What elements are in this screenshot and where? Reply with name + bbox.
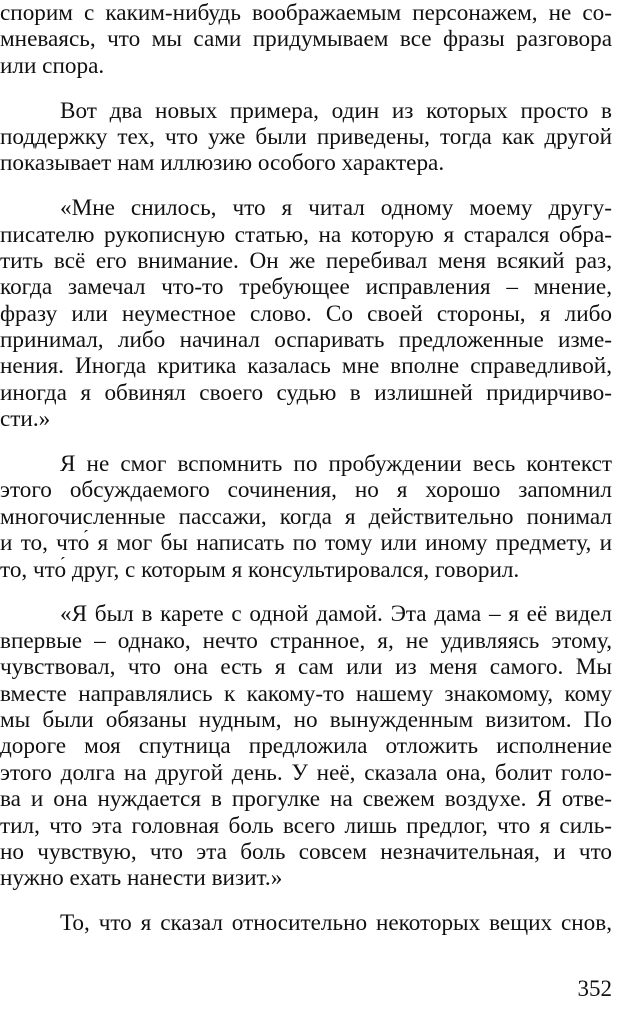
text-line: вместе направлялись к какому-то нашему знакомому, кому — [0, 680, 612, 707]
text-line: писателю рукописную статью, на которую я старался обра- — [0, 221, 612, 248]
text-line: ва и она нуждается в прогулке на свежем воздухе. Я отве- — [0, 786, 612, 813]
text-line: или спора. — [0, 52, 105, 79]
text-line: многочисленные пассажи, когда я действительно понимал — [0, 503, 612, 530]
text-line: Я не смог вспомнить по пробуждении весь контекст — [60, 451, 612, 478]
text-line: мневаясь, что мы сами придумываем все фразы разговора — [0, 26, 612, 53]
text-line: мы были обязаны нудным, но вынужденным визитом. По — [0, 706, 612, 733]
text-line: впервые – однако, нечто странное, я, не удивляясь этому, — [0, 627, 612, 654]
text-line: то, что́ друг, с которым я консультировался, говорил. — [0, 556, 520, 583]
text-line: принимал, либо начинал оспаривать предложенные изме- — [0, 327, 612, 354]
text-line: спорим с каким-нибудь воображаемым персонажем, не со- — [0, 0, 612, 26]
text-line: этого обсуждаемого сочинения, но я хорошо запомнил — [0, 477, 612, 504]
text-line: нения. Иногда критика казалась мне вполне справедливой, — [0, 353, 612, 380]
text-line: поддержку тех, что уже были приведены, тогда как другой — [0, 123, 612, 150]
paragraph — [0, 451, 612, 583]
text-line: этого долга на другой день. У неё, сказала она, болит голо- — [0, 759, 612, 786]
text-line: «Я был в карете с одной дамой. Эта дама – я её видел — [60, 601, 612, 628]
text-line: показывает нам иллюзию особого характера. — [0, 150, 445, 177]
paragraph-quote — [0, 195, 612, 433]
text-line: нужно ехать нанести визит.» — [0, 865, 283, 892]
text-line: и то, что́ я мог бы написать по тому или иному предмету, и — [0, 530, 612, 557]
text-line: тить всё его внимание. Он же перебивал меня всякий раз, — [0, 247, 612, 274]
text-line: но чувствую, что эта боль совсем незначительная, и что — [0, 838, 612, 865]
paragraph — [0, 0, 612, 79]
text-line: фразу или неуместное слово. Со своей стороны, я либо — [0, 300, 612, 327]
paragraph — [0, 98, 612, 177]
page-number: 352 — [577, 976, 612, 1001]
text-line: сти.» — [0, 406, 51, 433]
text-line: Вот два новых примера, один из которых просто в — [60, 97, 612, 124]
text-line: дороге моя спутница предложила отложить исполнение — [0, 733, 612, 760]
text-line: То, что я сказал относительно некоторых вещих снов, — [60, 910, 612, 937]
text-line: «Мне снилось, что я читал одному моему другу- — [60, 195, 612, 222]
text-line: иногда я обвинял своего судью в излишней придирчиво- — [0, 379, 612, 406]
paragraph — [0, 910, 612, 936]
text-line: когда замечал что-то требующее исправления – мнение, — [0, 274, 612, 301]
text-line: чувствовал, что она есть я сам или из меня самого. Мы — [0, 654, 612, 681]
paragraph-quote — [0, 601, 612, 891]
text-line: тил, что эта головная боль всего лишь предлог, что я силь- — [0, 812, 612, 839]
